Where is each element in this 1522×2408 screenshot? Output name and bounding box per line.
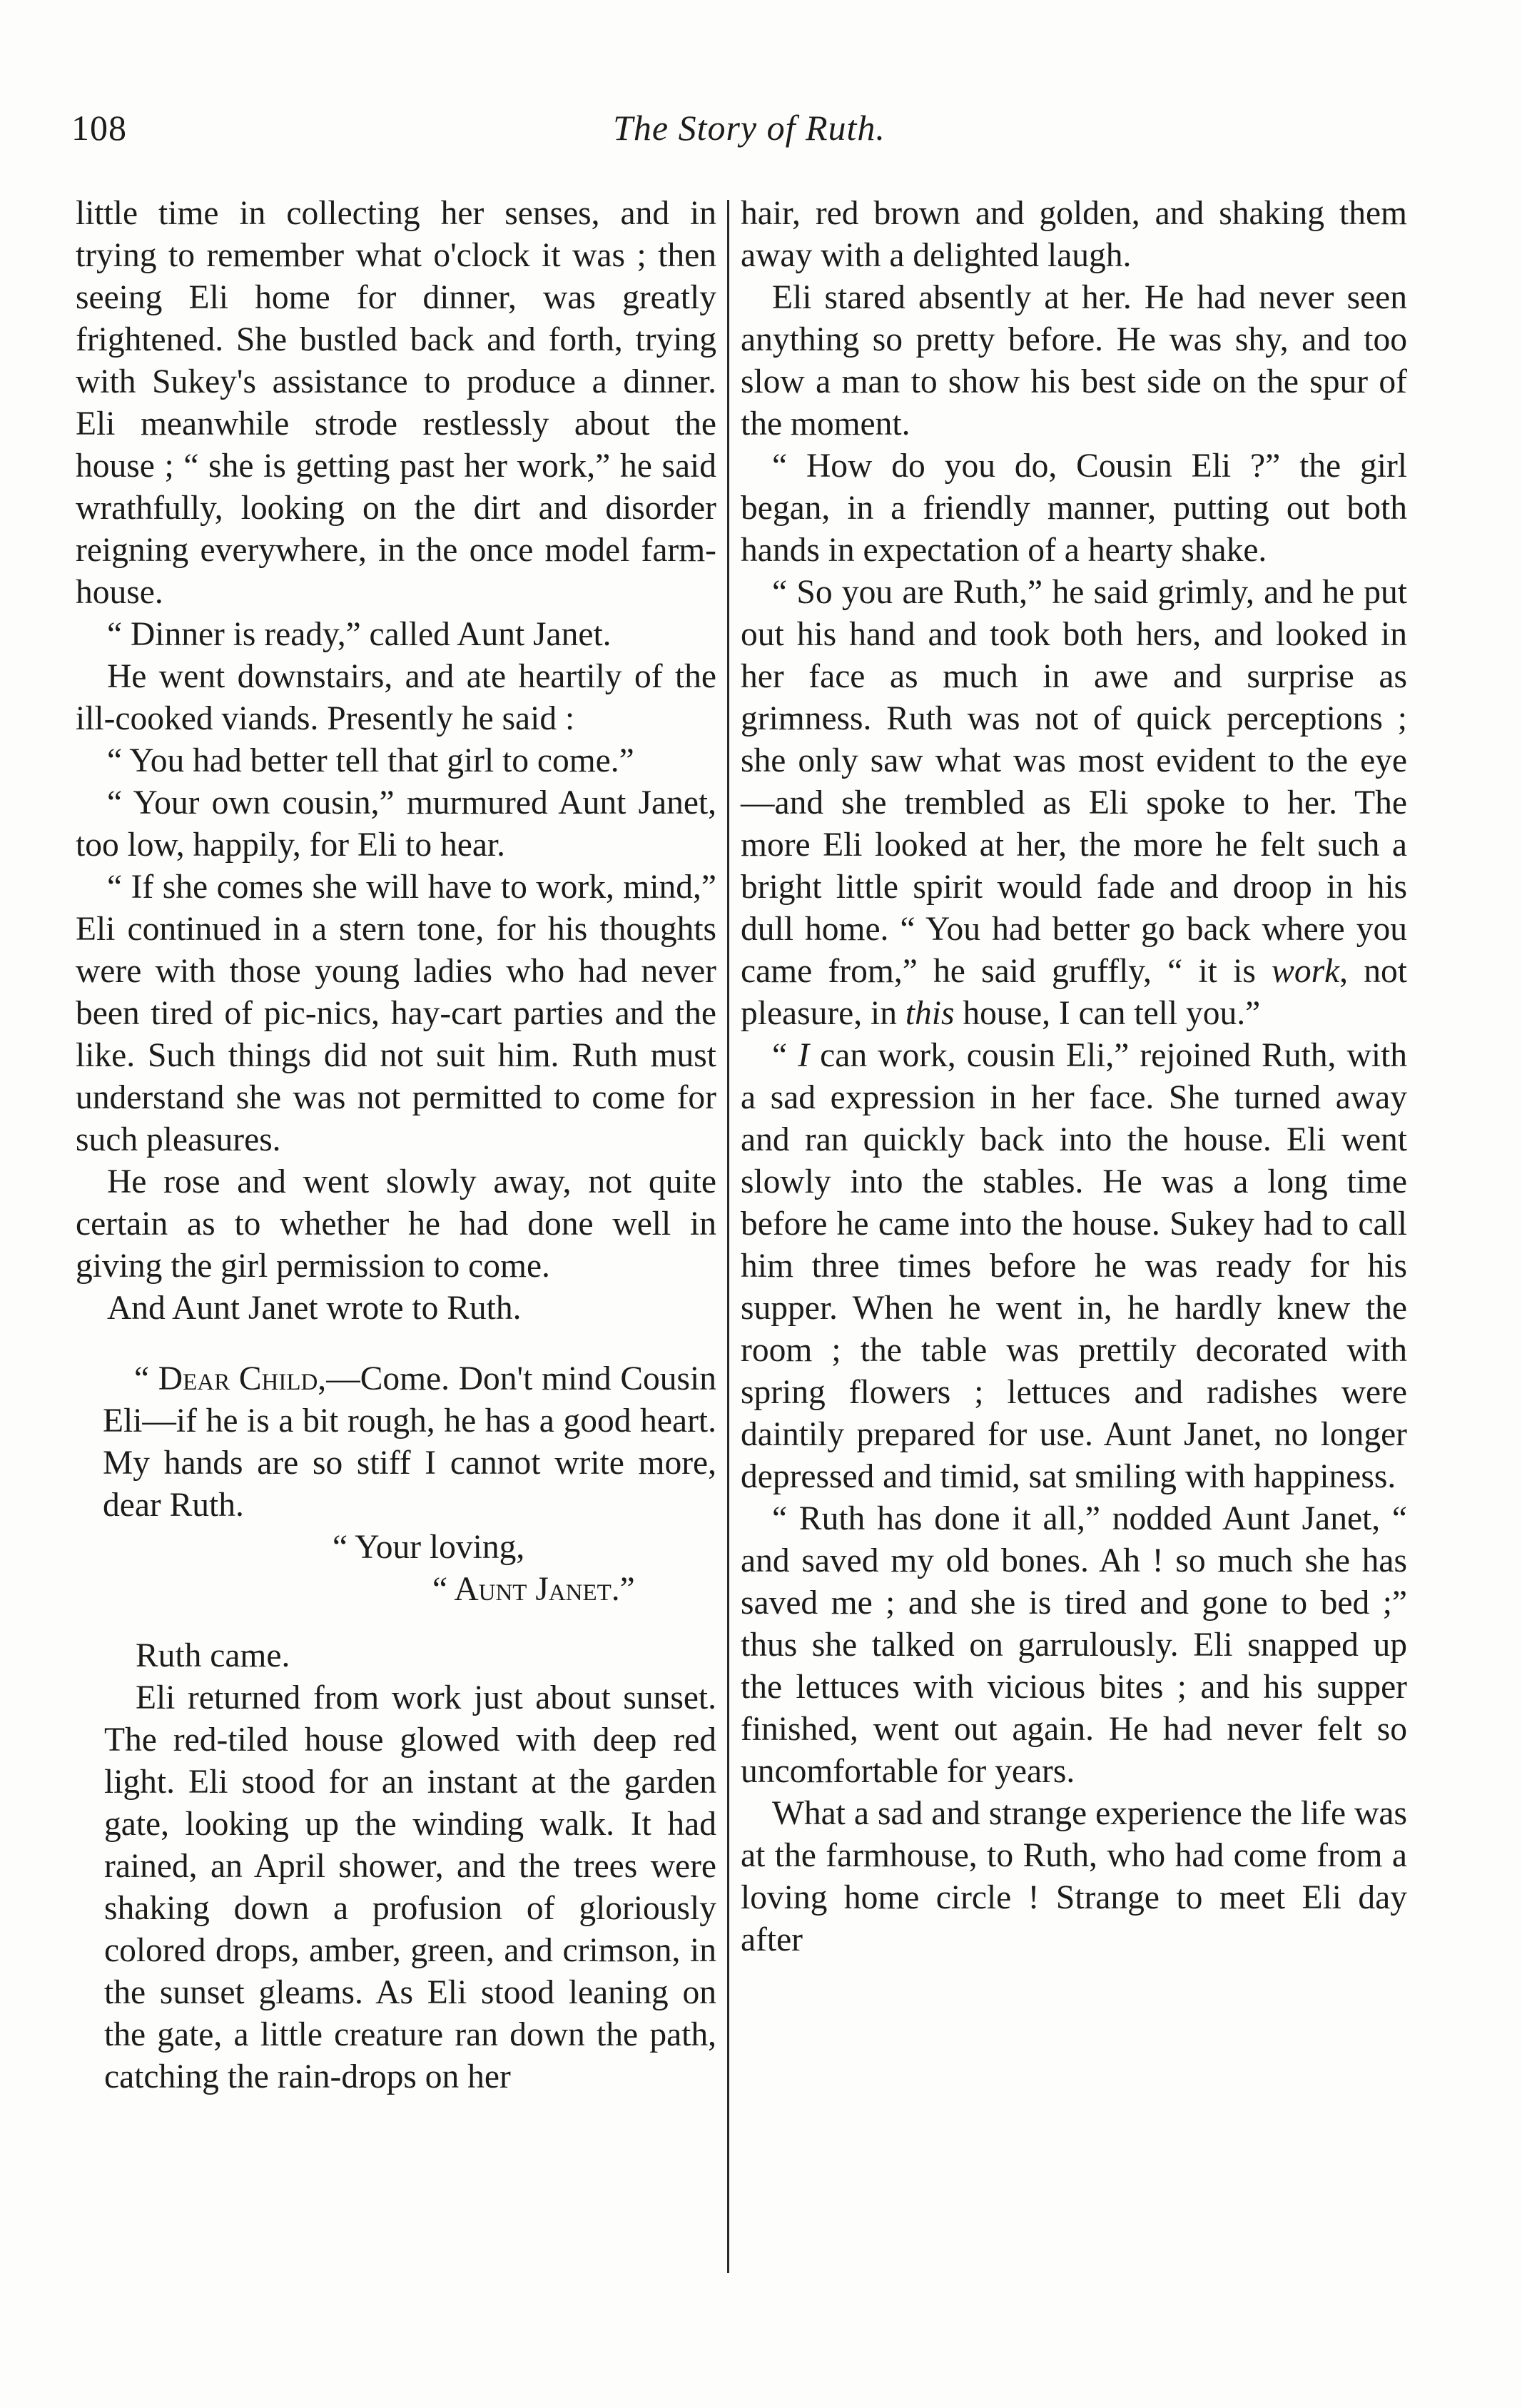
text-run: , not pleasure, in: [741, 953, 1408, 1032]
letter-body: [76, 1358, 716, 1527]
paragraph: “ How do you do, Cousin Eli ?” the girl began, in a friendly manner, putting out both hands in expectation of a hearty shake.: [741, 447, 1407, 569]
paragraph: [741, 1035, 1407, 1498]
emphasis: work: [1272, 953, 1340, 990]
paragraph: “ If she comes she will have to work, mind,” Eli continued in a stern tone, for his thoughts were with those young ladies who had never been tired of pic-nics, hay-cart parties and the like. Such things did not suit him. Ruth must understand she was not permitted to come for such pleasures.: [76, 869, 716, 1158]
paragraph: hair, red brown and golden, and shaking them away with a delighted laugh.: [741, 195, 1407, 274]
emphasis: this: [905, 995, 955, 1032]
left-column: [76, 193, 716, 2334]
page-header: [71, 107, 1427, 164]
letter-closing: “ Your loving,: [333, 1529, 525, 1566]
paragraph: “ Your own cousin,” murmured Aunt Janet, too low, happily, for Eli to hear.: [76, 784, 716, 864]
text-run: house, I can tell you.”: [954, 995, 1261, 1032]
paragraph: And Aunt Janet wrote to Ruth.: [107, 1290, 522, 1327]
running-title: The Story of Ruth.: [613, 108, 886, 148]
column-divider: [727, 200, 729, 2273]
text-run: can work, cousin Eli,” rejoined Ruth, with a sad expression in her face. She turned away and ran quickly back into the house. Eli went slowly into the stables. He was a long time before he came into the house. Sukey had to call him three times before he was ready for his supper. When he went in, he hardly knew the room ; the table was prettily decorated with spring flowers ; lettuces and radishes were daintily prepared for use. Aunt Janet, no longer depressed and timid, sat smiling with happiness.: [741, 1037, 1407, 1495]
paragraph: “ You had better tell that girl to come.”: [107, 742, 634, 779]
text-run: “: [772, 1037, 798, 1074]
letter-salutation: “ Dear Child,: [134, 1360, 327, 1397]
letter-signature: “ Aunt Janet.”: [432, 1571, 635, 1608]
text-run: “ So you are Ruth,” he said grimly, and he put out his hand and took both hers, and looked in her face as much in awe and surprise as grimness. Ruth was not of quick perceptions ; she only saw what was most evident to the eye—and she trembled as Eli spoke to her. The more Eli looked at her, the more he felt such a bright little spirit would fade and droop in his dull home. “ You had better go back where you came from,” he said gruffly, “ it is: [741, 574, 1407, 990]
letter-text: —Come. Don't mind Cousin Eli—if he is a bit rough, he has a good heart. My hands are so stiff I cannot write more, dear Ruth.: [103, 1360, 716, 1524]
right-column: [741, 193, 1407, 2334]
paragraph: “ Dinner is ready,” called Aunt Janet.: [107, 616, 612, 653]
paragraph: He rose and went slowly away, not quite certain as to whether he had done well in giving the girl permission to come.: [76, 1163, 716, 1285]
paragraph: [741, 572, 1407, 1035]
paragraph: “ Ruth has done it all,” nodded Aunt Janet, “ and saved my old bones. Ah ! so much she has saved me ; and she is tired and gone to bed ;” thus she talked on garrulously. Eli snapped up the lettuces with vicious bites ; and his supper finished, went out again. He had never felt so uncomfortable for years.: [741, 1500, 1407, 1790]
paragraph: little time in collecting her senses, and in trying to remember what o'clock it was ; then seeing Eli home for dinner, was greatly frightened. She bustled back and forth, trying with Sukey's assistance to produce a dinner. Eli meanwhile strode restlessly about the house ; “ she is getting past her work,” he said wrathfully, looking on the dirt and disorder reigning everywhere, in the once model farm-house.: [76, 195, 716, 611]
paragraph: Eli stared absently at her. He had never seen anything so pretty before. He was shy, and too slow a man to show his best side on the spur of the moment.: [741, 279, 1407, 442]
paragraph: What a sad and strange experience the life was at the farmhouse, to Ruth, who had come from a loving home circle ! Strange to meet Eli day after: [741, 1795, 1407, 1958]
paragraph: He went downstairs, and ate heartily of the ill-cooked viands. Presently he said :: [76, 658, 716, 737]
emphasis: I: [798, 1037, 810, 1074]
paragraph: Ruth came.: [136, 1637, 290, 1674]
paragraph: Eli returned from work just about sunset. The red-tiled house glowed with deep red light. Eli stood for an instant at the garden gate, looking up the winding walk. It had rained, an April shower, and the trees were shaking down a profusion of gloriously colored drops, amber, green, and crimson, in the sunset gleams. As Eli stood leaning on the gate, a little creature ran down the path, catching the rain-drops on her: [104, 1679, 716, 2095]
page-number: 108: [71, 108, 127, 148]
